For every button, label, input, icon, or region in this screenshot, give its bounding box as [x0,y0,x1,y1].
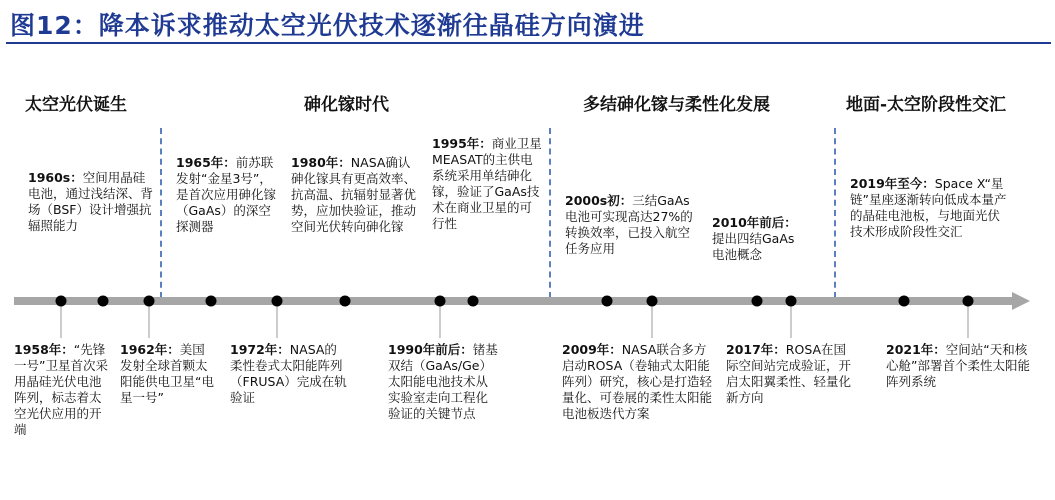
event-year: 1960s： [28,170,83,185]
event-2009 [562,342,712,422]
event-1995 [432,136,544,232]
event-year: 2009年： [562,342,622,357]
event-year: 2021年： [886,342,946,357]
event-text: 三结GaAs电池可实现高达27%的转换效率，已投入航空任务应用 [565,193,693,256]
phase-label-multijunction: 多结砷化镓与柔性化发展 [583,95,770,115]
event-text: ROSA在国际空间站完成验证，开启太阳翼柔性、轻量化新方向 [726,342,852,405]
event-2017 [726,342,858,406]
event-2010 [712,215,802,263]
dot-1962 [144,296,155,307]
event-text: 商业卫星MEASAT的主供电系统采用单结砷化镓，验证了GaAs技术在商业卫星的可行性 [432,136,542,231]
timeline-bar [14,297,1014,305]
phase-label-convergence: 地面-太空阶段性交汇 [846,95,1007,115]
event-year: 1980年： [291,155,351,170]
phase-label-birth: 太空光伏诞生 [25,95,127,115]
dot-1990 [435,296,446,307]
event-year: 1958年： [14,342,74,357]
event-text: Space X“星链”星座逐渐转向低成本量产的晶硅电池板，与地面光伏技术形成阶段性交汇 [850,176,1007,239]
dot-2000s [602,296,613,307]
event-year: 2019年至今： [850,176,935,191]
event-2000s [565,193,701,257]
dot-1980 [340,296,351,307]
event-year: 1995年： [432,136,492,151]
dot-1965 [206,296,217,307]
event-year: 2010年前后： [712,215,797,230]
event-2019 [850,176,1010,240]
event-text: 美国发射全球首颗太阳能供电卫星“电星一号” [120,342,214,405]
dot-2017 [786,296,797,307]
event-year: 1972年： [230,342,290,357]
event-1990 [388,342,498,422]
event-text: 空间用晶硅电池，通过浅结深、背场（BSF）设计增强抗辐照能力 [28,170,154,233]
event-text: 前苏联发射“金星3号”，是首次应用砷化镓（GaAs）的深空探测器 [176,155,277,234]
timeline-arrowhead [1012,292,1030,310]
event-year: 1990年前后： [388,342,473,357]
dot-1960s [98,296,109,307]
dot-2019 [899,296,910,307]
event-1980 [291,155,419,235]
dot-2010 [752,296,763,307]
event-text: NASA联合多方启动ROSA（卷轴式太阳能阵列）研究，核心是打造轻量化、可卷展的柔性太阳能电池板迭代方案 [562,342,713,421]
event-1962 [120,342,216,406]
event-year: 1965年： [176,155,236,170]
event-text: NASA确认砷化镓具有更高效率、抗高温、抗辐射显著优势，应加快验证，推动空间光伏转向砷化镓 [291,155,417,234]
dot-2009 [647,296,658,307]
dot-1958 [56,296,67,307]
event-year: 2017年： [726,342,786,357]
event-year: 1962年： [120,342,180,357]
event-1958 [14,342,110,438]
event-text: 锗基双结（GaAs/Ge）太阳能电池技术从实验室走向工程化验证的关键节点 [388,342,498,421]
dot-2021 [963,296,974,307]
event-text: “先锋一号”卫星首次采用晶硅光伏电池阵列，标志着太空光伏应用的开端 [14,342,108,437]
event-text: NASA的柔性卷式太阳能阵列（FRUSA）完成在轨验证 [230,342,347,405]
phase-label-gaas-era: 砷化镓时代 [304,95,389,115]
event-1965 [176,155,276,235]
figure-title: 图12：降本诉求推动太空光伏技术逐渐往晶硅方向演进 [10,11,645,40]
event-text: 空间站“天和核心舱”部署首个柔性太阳能阵列系统 [886,342,1030,389]
event-2021 [886,342,1036,390]
event-year: 2000s初： [565,193,633,208]
event-1960s [28,170,154,234]
dot-1995 [468,296,479,307]
event-text: 提出四结GaAs电池概念 [712,231,795,262]
event-1972 [230,342,348,406]
dot-1972 [272,296,283,307]
